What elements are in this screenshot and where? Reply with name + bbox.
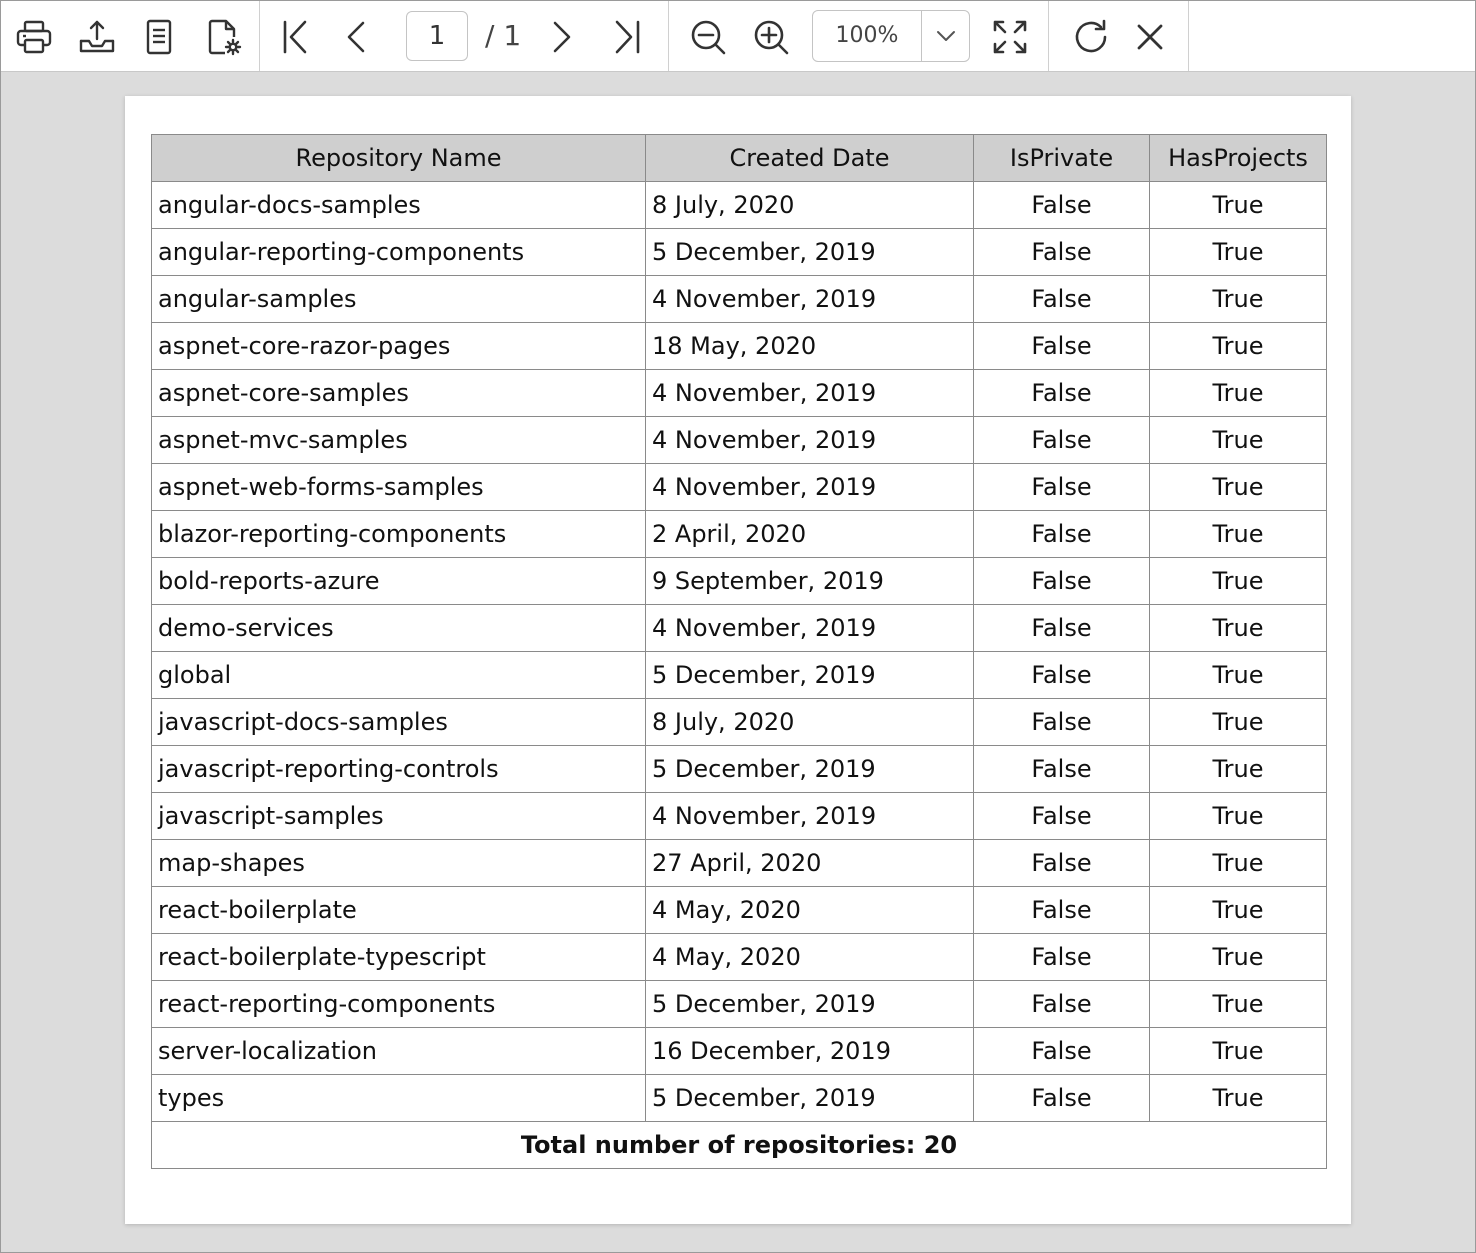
is-private-cell: False [974,1075,1150,1122]
is-private-cell: False [974,699,1150,746]
created-date-cell: 4 November, 2019 [646,464,974,511]
refresh-icon[interactable] [1069,13,1113,61]
column-header-created-date: Created Date [646,135,974,182]
repository-name-cell: types [152,1075,646,1122]
is-private-cell: False [974,793,1150,840]
table-row [152,934,1327,981]
repository-name-cell: aspnet-core-razor-pages [152,323,646,370]
column-header-has-projects: HasProjects [1150,135,1327,182]
created-date-cell: 4 May, 2020 [646,887,974,934]
toolbar-separator [259,1,260,71]
has-projects-cell: True [1150,934,1327,981]
has-projects-cell: True [1150,981,1327,1028]
table-row [152,370,1327,417]
table-row [152,417,1327,464]
table-row [152,652,1327,699]
repository-name-cell: javascript-reporting-controls [152,746,646,793]
repository-name-cell: server-localization [152,1028,646,1075]
previous-page-icon[interactable] [333,13,377,61]
table-row [152,1075,1327,1122]
has-projects-cell: True [1150,558,1327,605]
table-row [152,840,1327,887]
repository-name-cell: react-boilerplate-typescript [152,934,646,981]
has-projects-cell: True [1150,276,1327,323]
is-private-cell: False [974,229,1150,276]
page-total: / 1 [485,19,522,52]
total-repositories: Total number of repositories: 20 [152,1122,1327,1169]
repository-name-cell: bold-reports-azure [152,558,646,605]
table-row [152,464,1327,511]
repository-name-cell: javascript-samples [152,793,646,840]
created-date-cell: 5 December, 2019 [646,981,974,1028]
column-header-is-private: IsPrivate [974,135,1150,182]
is-private-cell: False [974,417,1150,464]
table-row [152,699,1327,746]
created-date-cell: 4 November, 2019 [646,605,974,652]
repository-name-cell: angular-reporting-components [152,229,646,276]
repository-name-cell: blazor-reporting-components [152,511,646,558]
is-private-cell: False [974,981,1150,1028]
toolbar-separator [1188,1,1189,71]
created-date-cell: 27 April, 2020 [646,840,974,887]
has-projects-cell: True [1150,793,1327,840]
chevron-down-icon[interactable] [922,11,970,61]
created-date-cell: 9 September, 2019 [646,558,974,605]
created-date-cell: 5 December, 2019 [646,746,974,793]
repository-name-cell: javascript-docs-samples [152,699,646,746]
created-date-cell: 4 November, 2019 [646,276,974,323]
first-page-icon[interactable] [273,13,317,61]
repository-name-cell: angular-docs-samples [152,182,646,229]
has-projects-cell: True [1150,1028,1327,1075]
is-private-cell: False [974,840,1150,887]
repository-name-cell: react-reporting-components [152,981,646,1028]
is-private-cell: False [974,605,1150,652]
repository-name-cell: map-shapes [152,840,646,887]
zoom-in-icon[interactable] [749,13,793,61]
created-date-cell: 2 April, 2020 [646,511,974,558]
toolbar-separator [1048,1,1049,71]
has-projects-cell: True [1150,699,1327,746]
is-private-cell: False [974,323,1150,370]
printer-icon[interactable] [12,13,56,61]
is-private-cell: False [974,558,1150,605]
is-private-cell: False [974,887,1150,934]
created-date-cell: 5 December, 2019 [646,1075,974,1122]
zoom-value: 100% [835,23,899,48]
is-private-cell: False [974,370,1150,417]
created-date-cell: 4 November, 2019 [646,417,974,464]
table-row [152,558,1327,605]
is-private-cell: False [974,182,1150,229]
created-date-cell: 4 November, 2019 [646,793,974,840]
table-row [152,746,1327,793]
repository-name-cell: angular-samples [152,276,646,323]
has-projects-cell: True [1150,1075,1327,1122]
created-date-cell: 8 July, 2020 [646,699,974,746]
table-footer-row [152,1122,1327,1169]
has-projects-cell: True [1150,887,1327,934]
has-projects-cell: True [1150,840,1327,887]
table-row [152,887,1327,934]
is-private-cell: False [974,1028,1150,1075]
table-row [152,182,1327,229]
close-icon[interactable] [1128,13,1172,61]
export-icon[interactable] [75,13,119,61]
document-icon[interactable] [137,13,181,61]
table-row [152,229,1327,276]
repository-name-cell: aspnet-core-samples [152,370,646,417]
report-page [125,96,1351,1224]
created-date-cell: 8 July, 2020 [646,182,974,229]
has-projects-cell: True [1150,605,1327,652]
has-projects-cell: True [1150,370,1327,417]
zoom-dropdown[interactable] [812,10,970,62]
table-row [152,276,1327,323]
zoom-out-icon[interactable] [686,13,730,61]
page-number-input[interactable] [406,11,468,61]
repository-name-cell: global [152,652,646,699]
is-private-cell: False [974,934,1150,981]
created-date-cell: 4 May, 2020 [646,934,974,981]
repository-table [151,134,1327,1169]
table-row [152,981,1327,1028]
has-projects-cell: True [1150,182,1327,229]
table-row [152,605,1327,652]
table-header-row [152,135,1327,182]
has-projects-cell: True [1150,229,1327,276]
toolbar [1,1,1475,72]
has-projects-cell: True [1150,652,1327,699]
next-page-icon[interactable] [539,13,583,61]
has-projects-cell: True [1150,746,1327,793]
repository-name-cell: aspnet-web-forms-samples [152,464,646,511]
created-date-cell: 18 May, 2020 [646,323,974,370]
table-row [152,511,1327,558]
is-private-cell: False [974,652,1150,699]
is-private-cell: False [974,464,1150,511]
fit-page-icon[interactable] [988,13,1032,61]
has-projects-cell: True [1150,464,1327,511]
created-date-cell: 5 December, 2019 [646,229,974,276]
repository-name-cell: demo-services [152,605,646,652]
is-private-cell: False [974,746,1150,793]
created-date-cell: 5 December, 2019 [646,652,974,699]
created-date-cell: 4 November, 2019 [646,370,974,417]
created-date-cell: 16 December, 2019 [646,1028,974,1075]
repository-name-cell: aspnet-mvc-samples [152,417,646,464]
table-row [152,1028,1327,1075]
has-projects-cell: True [1150,511,1327,558]
has-projects-cell: True [1150,417,1327,464]
has-projects-cell: True [1150,323,1327,370]
page-settings-icon[interactable] [201,13,245,61]
repository-name-cell: react-boilerplate [152,887,646,934]
toolbar-separator [668,1,669,71]
table-row [152,793,1327,840]
column-header-repository-name: Repository Name [152,135,646,182]
table-row [152,323,1327,370]
is-private-cell: False [974,276,1150,323]
is-private-cell: False [974,511,1150,558]
last-page-icon[interactable] [605,13,649,61]
